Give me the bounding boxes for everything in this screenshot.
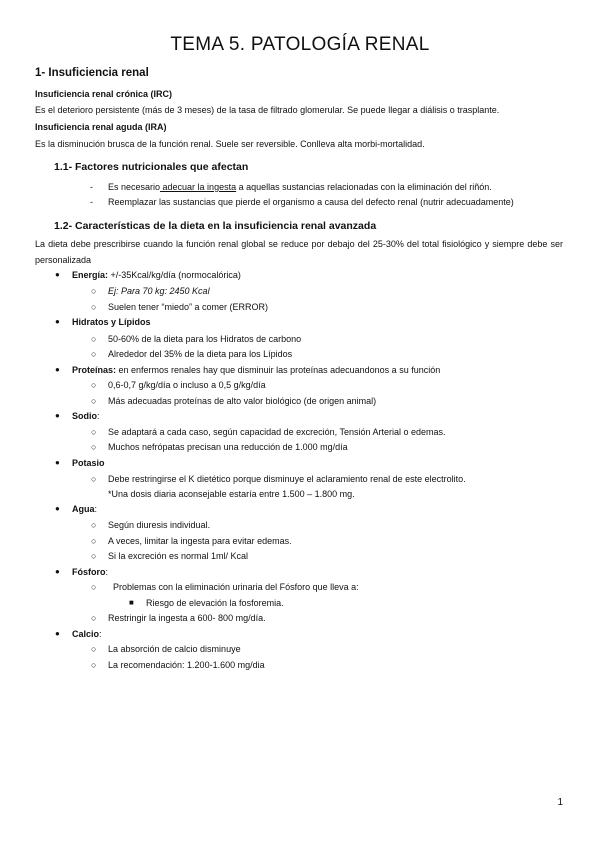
item-text: La recomendación: 1.200-1.600 mg/dia	[108, 660, 265, 670]
circle-bullet-icon: ○	[91, 442, 97, 452]
item-text: A veces, limitar la ingesta para evitar edemas.	[108, 536, 292, 546]
subsection-heading-factores: 1.1- Factores nutricionales que afectan	[54, 161, 249, 173]
circle-bullet-icon: ○	[91, 613, 97, 623]
item-label: Energía:	[72, 270, 109, 280]
underlined-text: adecuar la ingesta	[160, 182, 237, 192]
item-text: 0,6-0,7 g/kg/día o incluso a 0,5 g/kg/día	[108, 380, 266, 390]
intro-paragraph: La dieta debe prescribirse cuando la función renal global se reduce por debajo del 25-30% del total fisiológico y siempre debe ser personalizada	[35, 239, 563, 265]
irc-title: Insuficiencia renal crónica (IRC)	[35, 89, 173, 99]
ira-text: Es la disminución brusca de la función renal. Suele ser reversible. Conlleva alta morbi-mortalidad.	[35, 139, 425, 149]
item-label: Agua	[72, 504, 95, 514]
item-text: :	[99, 629, 102, 639]
item-label: Potasio	[72, 458, 105, 468]
item-label: Fósforo	[72, 567, 106, 577]
page-number: 1	[557, 797, 563, 808]
item-label: Calcio	[72, 629, 100, 639]
circle-bullet-icon: ○	[91, 660, 97, 670]
circle-bullet-icon: ○	[91, 536, 97, 546]
item-text: +/-35Kcal/kg/día (normocalórica)	[108, 270, 241, 280]
item-text: Suelen tener “miedo” a comer (ERROR)	[108, 302, 269, 312]
subsection-heading-caracteristicas: 1.2- Características de la dieta en la insuficiencia renal avanzada	[54, 220, 377, 232]
dash-marker: -	[90, 182, 93, 192]
item-text: Ej: Para 70 kg: 2450 Kcal	[108, 286, 210, 296]
item-label: Hidratos y Lípidos	[72, 317, 151, 327]
page-title: TEMA 5. PATOLOGÍA RENAL	[170, 34, 430, 55]
item-text: 50-60% de la dieta para los Hidratos de carbono	[108, 334, 302, 344]
item-text: en enfermos renales hay que disminuir las proteínas adecuandonos a su función	[116, 365, 441, 375]
bullet-icon: ●	[55, 411, 60, 420]
circle-bullet-icon: ○	[91, 582, 97, 592]
item-text: a aquellas sustancias relacionadas con la eliminación del riñón.	[236, 182, 492, 192]
bullet-icon: ●	[55, 270, 60, 279]
circle-bullet-icon: ○	[91, 520, 97, 530]
bullet-icon: ●	[55, 504, 60, 513]
circle-bullet-icon: ○	[91, 396, 97, 406]
dash-marker: -	[90, 197, 93, 207]
item-text: :	[94, 504, 98, 514]
item-label: Sodio	[72, 411, 97, 421]
circle-bullet-icon: ○	[91, 349, 97, 359]
bullet-icon: ●	[55, 458, 60, 467]
circle-bullet-icon: ○	[91, 474, 97, 484]
bullet-icon: ●	[55, 317, 60, 326]
bullet-icon: ●	[55, 629, 60, 638]
item-text: Reemplazar las sustancias que pierde el organismo a causa del defecto renal (nutrir adecuadamente)	[108, 197, 514, 207]
item-text: Debe restringirse el K dietético porque disminuye el aclaramiento renal de este electrolito.	[108, 474, 466, 484]
circle-bullet-icon: ○	[91, 334, 97, 344]
item-text: Si la excreción es normal 1ml/ Kcal	[108, 551, 249, 561]
item-text: Más adecuadas proteínas de alto valor biológico (de origen animal)	[108, 396, 377, 406]
irc-text: Es el deterioro persistente (más de 3 meses) de la tasa de filtrado glomerular. Se puede llegar a diálisis o trasplante.	[35, 105, 500, 115]
ira-title: Insuficiencia renal aguda (IRA)	[35, 122, 167, 132]
item-text: Problemas con la eliminación urinaria del Fósforo que lleva a:	[113, 582, 359, 592]
note-text: *Una dosis diaria aconsejable estaría entre 1.500 – 1.800 mg.	[108, 489, 355, 499]
item-text: Según diuresis individual.	[108, 520, 211, 530]
item-text: Se adaptará a cada caso, según capacidad de excreción, Tensión Arterial o edemas.	[108, 427, 446, 437]
item-text: Muchos nefrópatas precisan una reducción de 1.000 mg/día	[108, 442, 348, 452]
circle-bullet-icon: ○	[91, 380, 97, 390]
bullet-icon: ●	[55, 567, 60, 576]
circle-bullet-icon: ○	[91, 551, 97, 561]
circle-bullet-icon: ○	[91, 644, 97, 654]
section-heading-insuficiencia-renal: 1- Insuficiencia renal	[35, 67, 149, 79]
item-text: Alrededor del 35% de la dieta para los Lípidos	[108, 349, 293, 359]
item-text: Riesgo de elevación la fosforemia.	[146, 598, 284, 608]
item-text: :	[97, 411, 100, 421]
item-text: La absorción de calcio disminuye	[108, 644, 241, 654]
square-bullet-icon: ■	[129, 598, 134, 607]
item-label: Proteínas:	[72, 365, 117, 375]
circle-bullet-icon: ○	[91, 302, 97, 312]
circle-bullet-icon: ○	[91, 427, 97, 437]
item-text: Restringir la ingesta a 600- 800 mg/día.	[108, 613, 266, 623]
circle-bullet-icon: ○	[91, 286, 97, 296]
bullet-icon: ●	[55, 365, 60, 374]
item-text: Es necesario	[108, 182, 161, 192]
item-text: :	[105, 567, 109, 577]
